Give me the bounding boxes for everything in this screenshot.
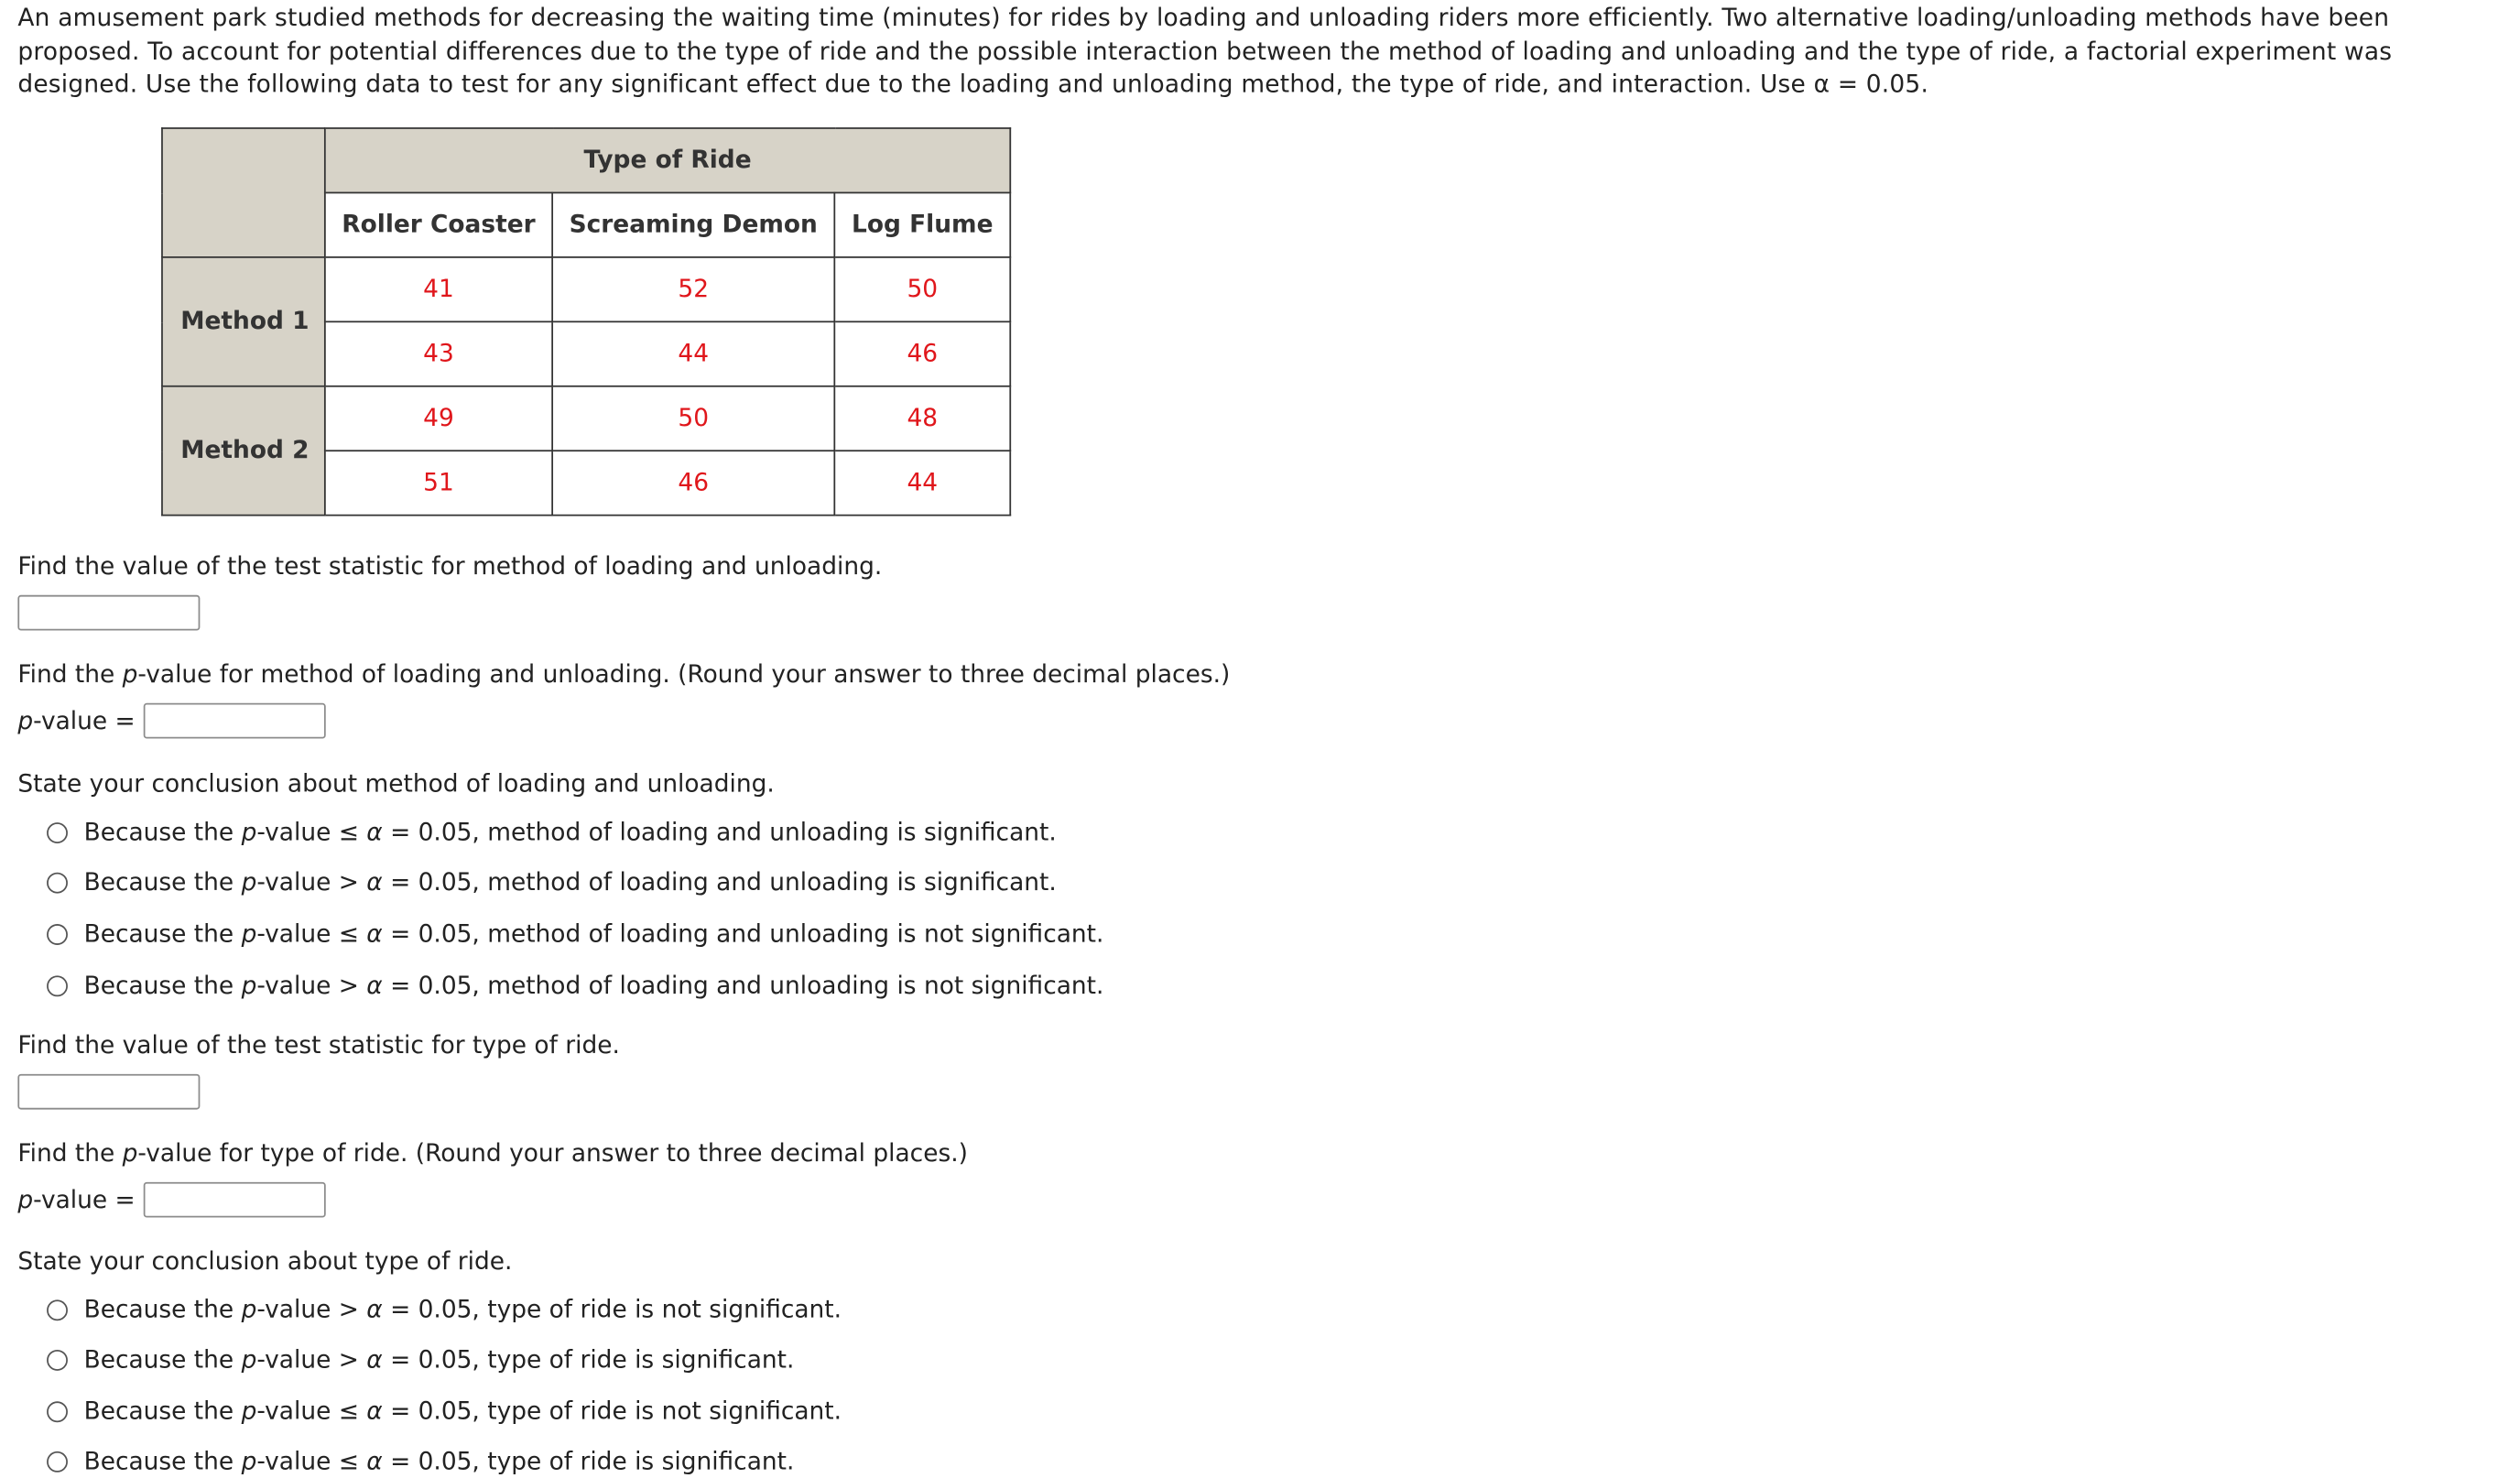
table-cell: 51 xyxy=(325,451,552,515)
option-label: Because the p-value > α = 0.05, type of ride is significant. xyxy=(83,1344,795,1375)
question-method-p-value: Find the p-value for method of loading and unloading. (Round your answer to three decimal places.) xyxy=(17,659,1231,689)
radio-button[interactable] xyxy=(47,872,68,893)
method-conclusion-option-4[interactable] xyxy=(47,969,1103,1002)
ride-p-value-input[interactable] xyxy=(144,1182,326,1218)
table-cell: 48 xyxy=(834,386,1010,451)
question-method-conclusion: State your conclusion about method of loading and unloading. xyxy=(17,768,775,799)
question-ride-p-value: Find the p-value for type of ride. (Round your answer to three decimal places.) xyxy=(17,1138,968,1168)
table-row xyxy=(162,257,1010,321)
radio-button[interactable] xyxy=(47,1401,68,1422)
table-cell: 43 xyxy=(325,321,552,386)
table-row xyxy=(162,386,1010,451)
radio-button[interactable] xyxy=(47,975,68,996)
option-label: Because the p-value > α = 0.05, method of loading and unloading is significant. xyxy=(83,867,1057,897)
ride-conclusion-option-1[interactable] xyxy=(47,1293,842,1326)
table-cell: 41 xyxy=(325,257,552,321)
ride-conclusion-option-4[interactable] xyxy=(47,1445,794,1478)
ride-conclusion-option-3[interactable] xyxy=(47,1395,842,1428)
table-cell: 46 xyxy=(834,321,1010,386)
option-label: Because the p-value ≤ α = 0.05, method of loading and unloading is significant. xyxy=(83,817,1057,847)
group-header: Type of Ride xyxy=(325,128,1010,192)
radio-button[interactable] xyxy=(47,822,68,843)
method-conclusion-option-1[interactable] xyxy=(47,816,1057,849)
ride-test-statistic-input[interactable] xyxy=(17,1074,200,1110)
table-cell: 49 xyxy=(325,386,552,451)
option-label: Because the p-value ≤ α = 0.05, type of ride is not significant. xyxy=(83,1396,842,1426)
radio-button[interactable] xyxy=(47,1350,68,1371)
method-conclusion-option-2[interactable] xyxy=(47,866,1057,899)
table-corner xyxy=(162,128,325,257)
option-label: Because the p-value > α = 0.05, type of ride is not significant. xyxy=(83,1295,842,1324)
option-label: Because the p-value > α = 0.05, method of loading and unloading is not significant. xyxy=(83,971,1104,1000)
question-method-test-statistic: Find the value of the test statistic for method of loading and unloading. xyxy=(17,551,883,581)
col-header-log-flume: Log Flume xyxy=(834,192,1010,256)
radio-button[interactable] xyxy=(47,1451,68,1472)
ride-conclusion-option-2[interactable] xyxy=(47,1343,794,1376)
table-cell: 46 xyxy=(552,451,834,515)
row-label-method-2: Method 2 xyxy=(162,386,325,516)
table-cell: 50 xyxy=(552,386,834,451)
col-header-roller-coaster: Roller Coaster xyxy=(325,192,552,256)
question-ride-conclusion: State your conclusion about type of ride. xyxy=(17,1246,513,1276)
table-cell: 52 xyxy=(552,257,834,321)
method-conclusion-option-3[interactable] xyxy=(47,918,1103,951)
row-label-method-1: Method 1 xyxy=(162,257,325,386)
problem-intro: An amusement park studied methods for decreasing the waiting time (minutes) for rides by loading and unloading riders more efficiently. Two alternative loading/unloading methods have been proposed. To account for potential differences due to the type of ride and the possible interaction between the method of loading and unloading and the type of ride, a factorial experiment was designed. Use the following data to test for any significant effect due to the loading and unloading method, the type of ride, and interaction. Use α = 0.05. xyxy=(17,3,2393,99)
radio-button[interactable] xyxy=(47,924,68,945)
data-table xyxy=(161,127,1011,516)
method-test-statistic-input[interactable] xyxy=(17,595,200,631)
method-p-value-label: p-value = xyxy=(17,706,136,736)
option-label: Because the p-value ≤ α = 0.05, type of ride is significant. xyxy=(83,1446,795,1476)
method-p-value-input[interactable] xyxy=(144,703,326,739)
col-header-screaming-demon: Screaming Demon xyxy=(552,192,834,256)
question-ride-test-statistic: Find the value of the test statistic for type of ride. xyxy=(17,1030,620,1060)
radio-button[interactable] xyxy=(47,1299,68,1320)
table-cell: 44 xyxy=(834,451,1010,515)
table-cell: 50 xyxy=(834,257,1010,321)
option-label: Because the p-value ≤ α = 0.05, method of loading and unloading is not significant. xyxy=(83,918,1104,949)
ride-p-value-label: p-value = xyxy=(17,1185,136,1215)
table-cell: 44 xyxy=(552,321,834,386)
